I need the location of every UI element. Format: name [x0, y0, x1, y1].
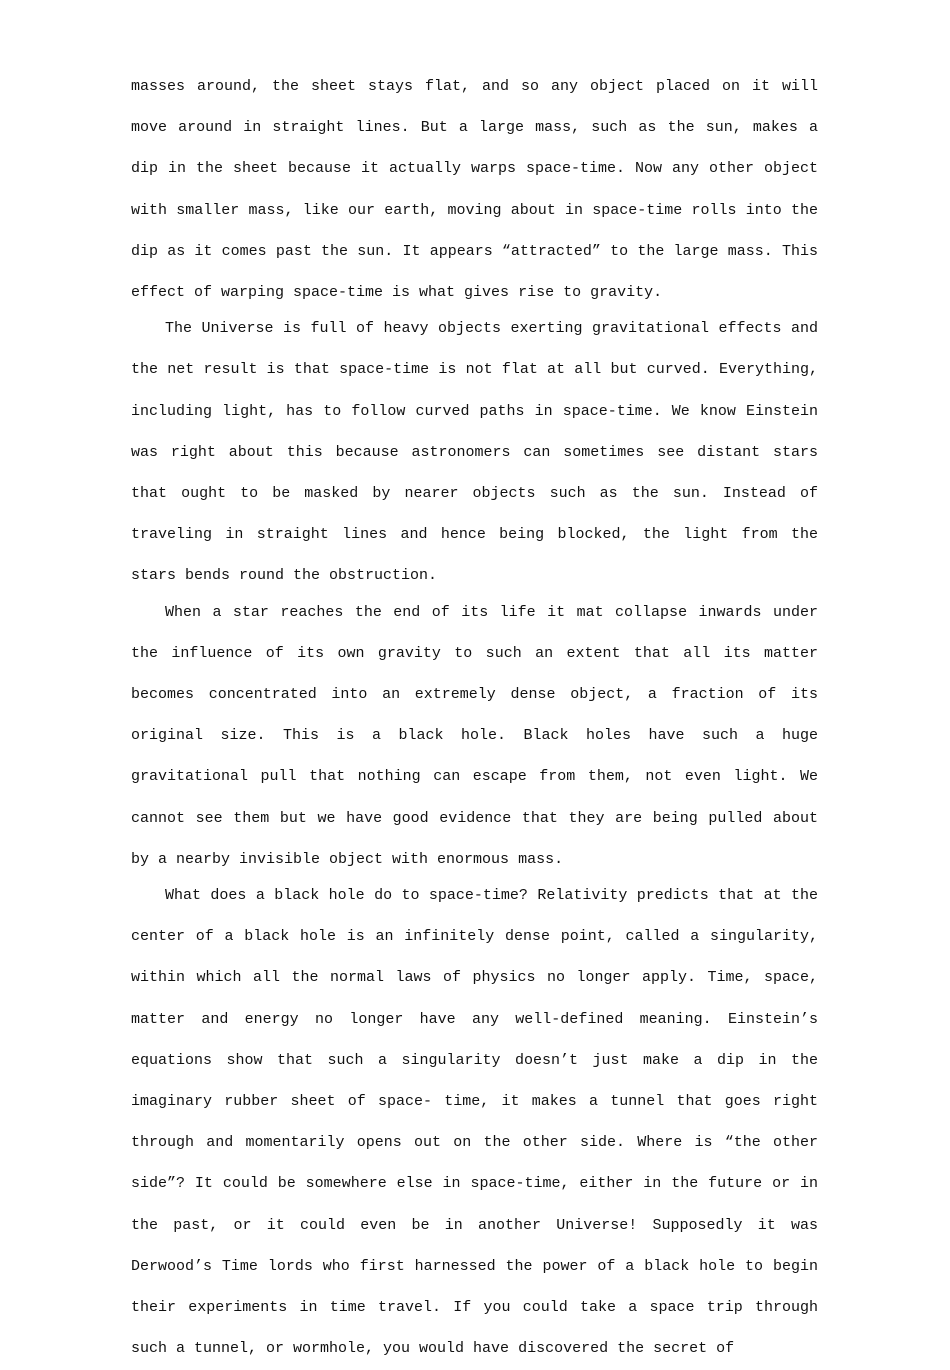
paragraph-curved-space-time: The Universe is full of heavy objects exerting gravitational effects and the net result is that space-time is not flat at all but curved. Everything, including light, has to follow curved paths in space-time. We know Einstein was right about this because astronomers can sometimes see distant stars that ought to be masked by nearer objects such as the sun. Instead of traveling in straight lines and hence being blocked, the light from the stars bends round the obstruction. — [131, 320, 818, 585]
document-page — [131, 66, 818, 1370]
paragraph-black-hole-formation: When a star reaches the end of its life it mat collapse inwards under the influence of its own gravity to such an extent that all its matter becomes concentrated into an extremely dense object, a fraction of its original size. This is a black hole. Black holes have such a huge gravitational pull that nothing can escape from them, not even light. We cannot see them but we have good evidence that they are being pulled about by a nearby invisible object with enormous mass. — [131, 603, 818, 868]
paragraph-continuation: masses around, the sheet stays flat, and so any object placed on it will move around in straight lines. But a large mass, such as the sun, makes a dip in the sheet because it actually warps space-time. Now any other object with smaller mass, like our earth, moving about in space-time rolls into the dip as it comes past the sun. It appears “attracted” to the large mass. This effect of warping space-time is what gives rise to gravity. — [131, 78, 818, 302]
paragraph-singularity: What does a black hole do to space-time? Relativity predicts that at the center of a black hole is an infinitely dense point, called a singularity, within which all the normal laws of physics no longer apply. Time, space, matter and energy no longer have any well-defined meaning. Einstein’s equations show that such a singularity doesn’t just make a dip in the imaginary rubber sheet of space- time, it makes a tunnel that goes right through and momentarily opens out on the other side. Where is “the other side”? It could be somewhere else in space-time, either in the future or in the past, or it could even be in another Universe! Supposedly it was Derwood’s Time lords who first harnessed the power of a black hole to begin their experiments in time travel. If you could take a space trip through such a tunnel, or wormhole, you would have discovered the secret of — [131, 887, 818, 1358]
